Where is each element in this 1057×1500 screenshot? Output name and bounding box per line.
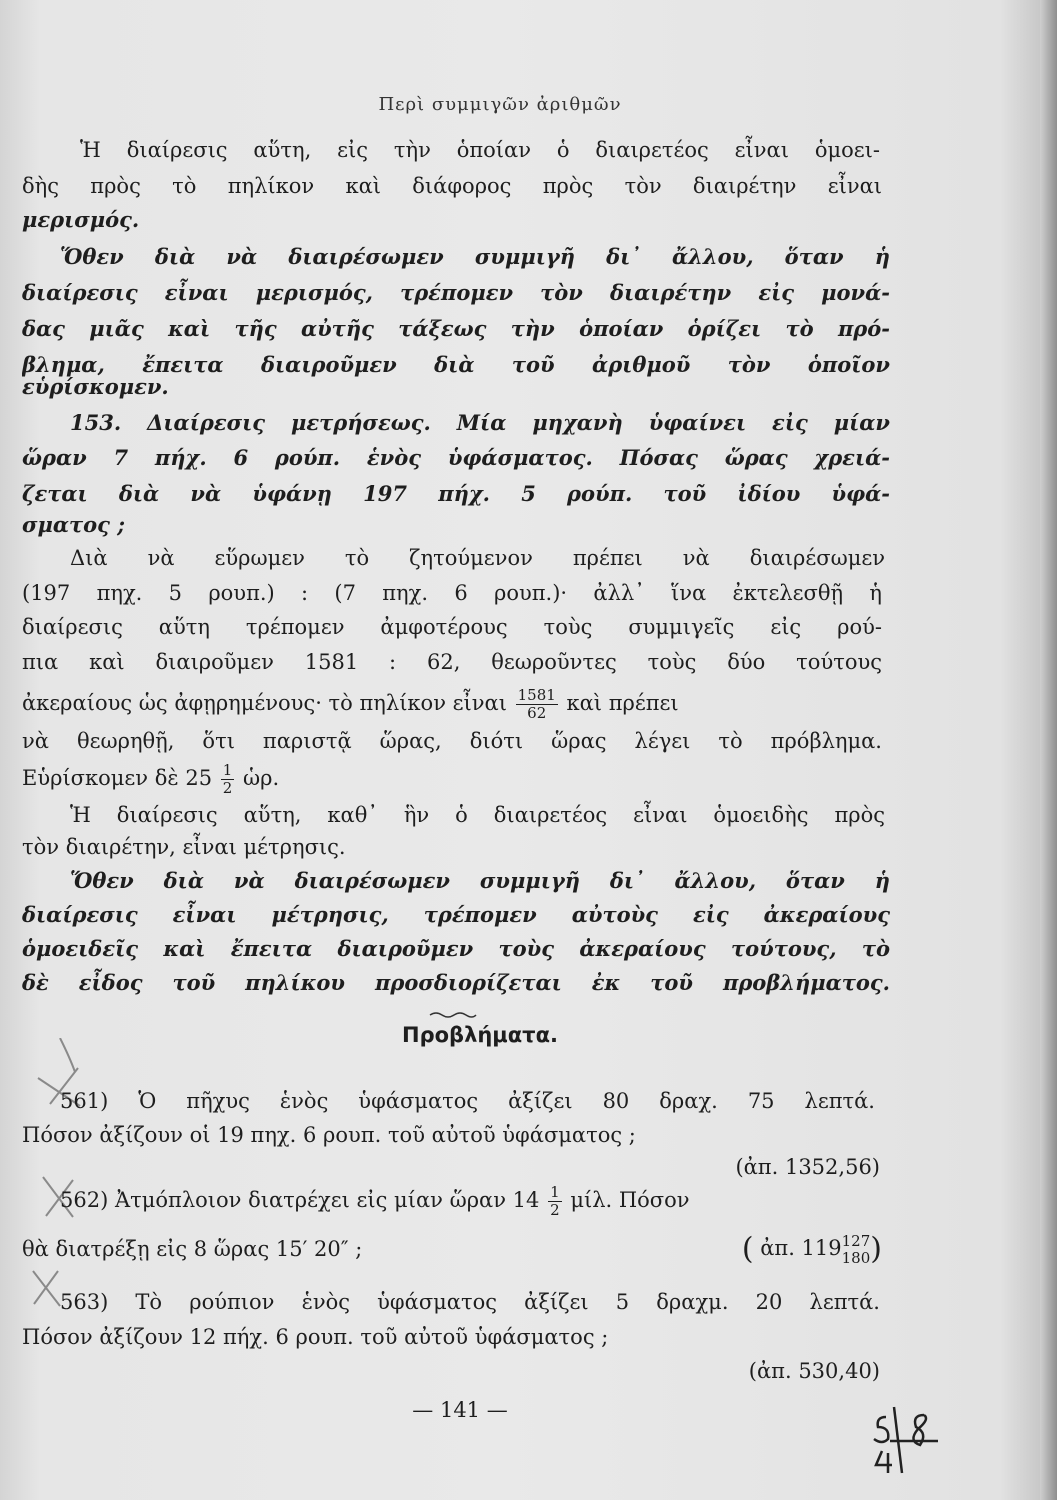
text-line: Διὰ νὰ εὕρωμεν τὸ ζητούμενον πρέπει νὰ διαιρέσωμεν	[70, 546, 885, 570]
fraction	[516, 687, 558, 722]
fraction-denominator: 62	[527, 704, 547, 722]
line-part: ἀκεραίους ὡς ἀφῃρημένους· τὸ πηλίκον εἶναι	[22, 691, 507, 715]
running-header: Περὶ συμμιγῶν ἀριθμῶν	[378, 94, 622, 115]
problem-563-line: 563) Τὸ ρούπιον ἑνὸς ὑφάσματος ἀξίζει 5 δραχμ. 20 λεπτά.	[60, 1290, 880, 1314]
rule-line: δας μιᾶς καὶ τῆς αὐτῆς τάξεως τὴν ὁποίαν ὁρίζει τὸ πρό-	[22, 316, 890, 341]
text-line: τὸν διαιρέτην, εἶναι μέτρησις.	[22, 835, 346, 859]
rule-line: εὑρίσκομεν.	[22, 374, 169, 399]
page-number: — 141 —	[412, 1398, 508, 1422]
problem-563-line: Πόσον ἀξίζουν 12 πήχ. 6 ρουπ. τοῦ αὐτοῦ ὑφάσματος ;	[22, 1325, 609, 1349]
answer-561: (ἀπ. 1352,56)	[735, 1155, 880, 1179]
fraction	[548, 1184, 562, 1219]
answer-563: (ἀπ. 530,40)	[748, 1359, 880, 1383]
fraction-numerator: 1581	[517, 686, 556, 704]
handwritten-annotation	[868, 1405, 948, 1475]
text-line: ὥραν 7 πήχ. 6 ρούπ. ἑνὸς ὑφάσματος. Πόσας ὥρας χρειά-	[22, 445, 890, 470]
line-part: μίλ. Πόσον	[570, 1188, 690, 1212]
section-title-line: 153. Διαίρεσις μετρήσεως. Μία μηχανὴ ὑφαίνει εἰς μίαν	[70, 410, 890, 435]
rule-line: διαίρεσις εἶναι μερισμός, τρέπομεν τὸν διαιρέτην εἰς μονά-	[22, 280, 890, 305]
text-line: μερισμός.	[22, 207, 140, 232]
problem-561-line: 561) Ὁ πῆχυς ἑνὸς ὑφάσματος ἀξίζει 80 δραχ. 75 λεπτά.	[60, 1089, 875, 1113]
text-line: πια καὶ διαιροῦμεν 1581 : 62, θεωροῦντες τοὺς δύο τούτους	[22, 650, 882, 674]
fraction	[221, 762, 235, 797]
problem-562-line: θὰ διατρέξῃ εἰς 8 ὥρας 15′ 20″ ;	[22, 1237, 363, 1261]
text-line: Ἡ διαίρεσις αὕτη, καθ᾽ ἣν ὁ διαιρετέος εἶναι ὁμοειδὴς πρὸς	[70, 803, 885, 827]
close-paren: )	[870, 1231, 882, 1267]
answer-text: ἀπ. 119	[760, 1236, 842, 1260]
text-line: νὰ θεωρηθῇ, ὅτι παριστᾷ ὥρας, διότι ὥρας λέγει τὸ πρόβλημα.	[22, 729, 882, 753]
rule-line: βλημα, ἔπειτα διαιροῦμεν διὰ τοῦ ἀριθμοῦ τὸν ὁποῖον	[22, 352, 890, 377]
rule-line: δὲ εἶδος τοῦ πηλίκου προσδιορίζεται ἐκ τοῦ προβλήματος.	[22, 970, 890, 995]
line-part: ὡρ.	[242, 766, 280, 790]
open-paren: (	[741, 1231, 754, 1267]
fraction-numerator: 1	[222, 761, 233, 779]
fraction-numerator: 1	[550, 1183, 560, 1201]
ornament-divider	[428, 1010, 478, 1018]
fraction-numerator: 127	[841, 1231, 871, 1250]
line-part: 562) Ἀτμόπλοιον διατρέχει εἰς μίαν ὥραν 14	[60, 1188, 540, 1212]
problem-561-line: Πόσον ἀξίζουν οἱ 19 πηχ. 6 ρουπ. τοῦ αὐτοῦ ὑφάσματος ;	[22, 1123, 636, 1147]
rule-line: διαίρεσις εἶναι μέτρησις, τρέπομεν αὐτοὺς εἰς ἀκεραίους	[22, 902, 890, 927]
line-part: Εὑρίσκομεν δὲ 25	[22, 766, 213, 790]
answer-562	[560, 1224, 882, 1274]
text-line: σματος ;	[22, 512, 126, 537]
rule-line: Ὅθεν διὰ νὰ διαιρέσωμεν συμμιγῆ δι᾽ ἄλλου, ὅταν ἡ	[70, 868, 890, 893]
fraction-denominator: 2	[550, 1201, 560, 1219]
rule-line: Ὅθεν διὰ νὰ διαιρέσωμεν συμμιγῆ δι᾽ ἄλλου, ὅταν ἡ	[60, 244, 890, 269]
problems-heading: Προβλήματα.	[402, 1023, 558, 1047]
fraction-denominator: 2	[222, 779, 233, 797]
text-line: (197 πηχ. 5 ρουπ.) : (7 πηχ. 6 ρουπ.)· ἀλλ᾽ ἵνα ἐκτελεσθῇ ἡ	[22, 581, 882, 605]
text-line: ζεται διὰ νὰ ὑφάνῃ 197 πήχ. 5 ρούπ. τοῦ ἰδίου ὑφά-	[22, 481, 890, 506]
text-line-with-fraction	[22, 758, 882, 798]
page-edge	[1040, 0, 1057, 1500]
text-line: Ἡ διαίρεσις αὕτη, εἰς τὴν ὁποίαν ὁ διαιρετέος εἶναι ὁμοει-	[80, 138, 880, 162]
problem-562-line	[60, 1180, 890, 1220]
text-line-with-fraction	[22, 681, 882, 725]
answer-fraction	[842, 1233, 871, 1267]
rule-line: ὁμοειδεῖς καὶ ἔπειτα διαιροῦμεν τοὺς ἀκεραίους τούτους, τὸ	[22, 936, 890, 961]
text-line: διαίρεσις αὕτη τρέπομεν ἀμφοτέρους τοὺς συμμιγεῖς εἰς ρού-	[22, 615, 882, 639]
line-part: καὶ πρέπει	[566, 691, 679, 715]
fraction-denominator: 180	[841, 1248, 871, 1267]
text-line: δὴς πρὸς τὸ πηλίκον καὶ διάφορος πρὸς τὸν διαιρέτην εἶναι	[22, 174, 882, 198]
